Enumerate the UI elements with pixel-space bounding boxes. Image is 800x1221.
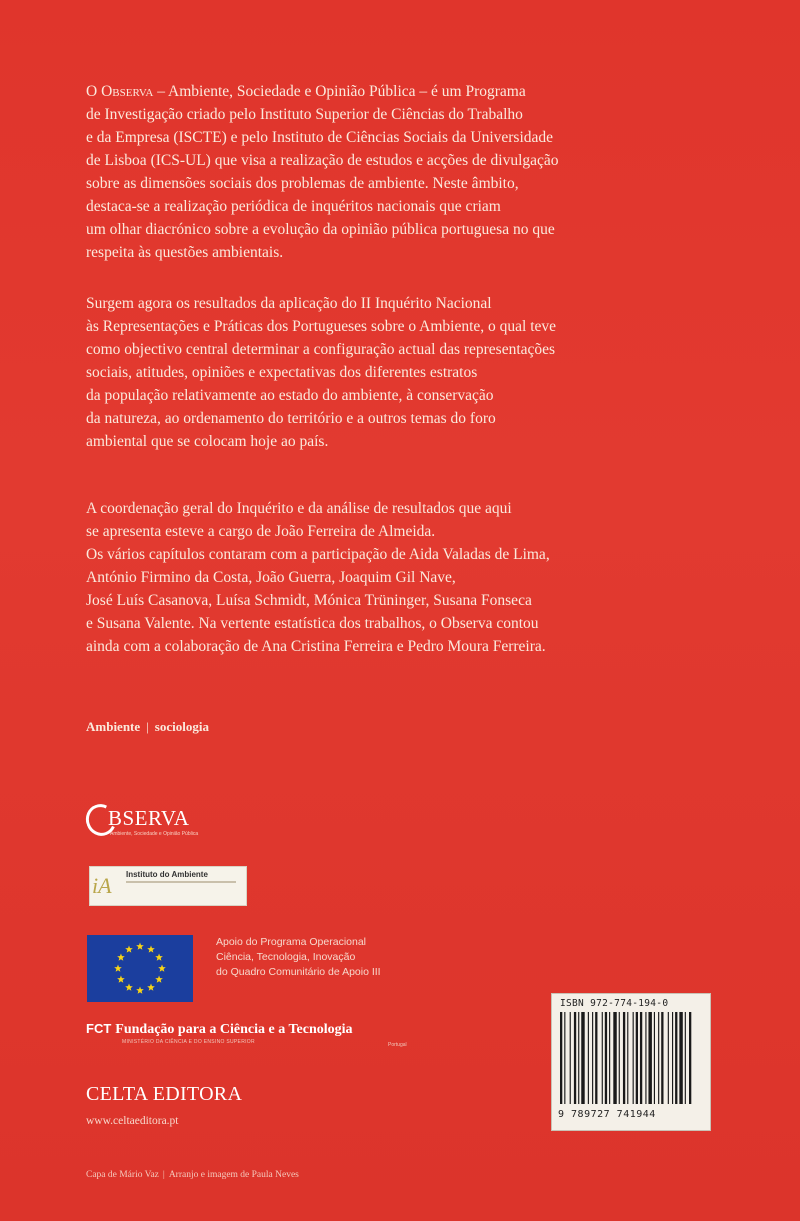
eu-support-line: Apoio do Programa Operacional	[216, 936, 367, 948]
barcode-bar	[668, 1012, 669, 1104]
barcode-bar	[581, 1012, 584, 1104]
instituto-ambiente-logo	[89, 866, 247, 906]
barcode-bar	[685, 1012, 686, 1104]
barcode-bar	[605, 1012, 607, 1104]
results-line: Surgem agora os resultados da aplicação do II Inquérito Nacional	[86, 295, 492, 312]
coordination-line: Os vários capítulos contaram com a participação de Aida Valadas de Lima,	[86, 546, 550, 563]
results-line: sociais, atitudes, opiniões e expectativas dos diferentes estratos	[86, 364, 478, 381]
credits-separator: |	[162, 1170, 165, 1180]
results-line: ambiental que se colocam hoje ao país.	[86, 433, 329, 450]
barcode-bar	[588, 1012, 589, 1104]
barcode-bar	[595, 1012, 597, 1104]
keyword-sociologia: sociologia	[154, 719, 209, 734]
barcode-bar	[574, 1012, 576, 1104]
eu-flag-icon	[87, 935, 193, 1002]
intro-prefix: O	[86, 83, 102, 100]
ia-mark-icon: iA	[92, 873, 112, 898]
intro-line: destaca-se a realização periódica de inquéritos nacionais que criam	[86, 198, 501, 215]
cover-credit: Capa de Mário Vaz	[86, 1170, 159, 1180]
intro-line: sobre as dimensões sociais dos problemas de ambiente. Neste âmbito,	[86, 175, 519, 192]
barcode-bar	[636, 1012, 638, 1104]
barcode-bar	[592, 1012, 593, 1104]
ia-name: Instituto do Ambiente	[126, 870, 208, 879]
barcode-bar	[645, 1012, 646, 1104]
coordination-line: e Susana Valente. Na vertente estatística dos trabalhos, o Observa contou	[86, 615, 539, 632]
intro-line: e da Empresa (ISCTE) e pelo Instituto de Ciências Sociais da Universidade	[86, 129, 554, 146]
barcode-bar	[578, 1012, 579, 1104]
intro-paragraph	[86, 80, 726, 264]
barcode-bar	[672, 1012, 673, 1104]
publisher-website[interactable]: www.celtaeditora.pt	[86, 1115, 179, 1127]
fct-ministry: MINISTÉRIO DA CIÊNCIA E DO ENSINO SUPERIOR	[122, 1039, 255, 1045]
eu-support-line: do Quadro Comunitário de Apoio III	[216, 966, 381, 978]
observa-tagline: Ambiente, Sociedade e Opinião Pública	[110, 831, 199, 837]
intro-line: respeita às questões ambientais.	[86, 244, 284, 261]
barcode-bar	[623, 1012, 625, 1104]
keyword-separator: |	[146, 719, 149, 734]
intro-line: um olhar diacrónico sobre a evolução da opinião pública portuguesa no que	[86, 221, 555, 238]
barcode-bar	[613, 1012, 616, 1104]
eu-stars-icon	[87, 935, 193, 1002]
subject-keywords	[86, 719, 209, 735]
intro-line: de Investigação criado pelo Instituto Superior de Ciências do Trabalho	[86, 106, 523, 123]
barcode-bar	[570, 1012, 571, 1104]
fct-logo	[86, 1020, 407, 1048]
coordination-line: se apresenta esteve a cargo de João Ferreira de Almeida.	[86, 523, 436, 540]
layout-credit: Arranjo e imagem de Paula Neves	[168, 1170, 299, 1180]
isbn-barcode	[551, 993, 711, 1131]
intro-line: de Lisboa (ICS-UL) que visa a realização de estudos e acções de divulgação	[86, 152, 559, 169]
intro-brand: Observa	[101, 83, 154, 100]
intro-line-1	[86, 80, 726, 103]
barcode-bar	[609, 1012, 610, 1104]
barcode-bars-icon	[560, 1012, 702, 1108]
fct-name: Fundação para a Ciência e a Tecnologia	[115, 1022, 353, 1037]
barcode-bar	[658, 1012, 659, 1104]
publisher-name: CELTA EDITORA	[86, 1083, 243, 1105]
coordination-paragraph	[86, 497, 726, 658]
cover-credits	[86, 1170, 299, 1180]
barcode-bar	[619, 1012, 620, 1104]
results-line: às Representações e Práticas dos Portugueses sobre o Ambiente, o qual teve	[86, 318, 557, 335]
barcode-bar	[633, 1012, 634, 1104]
eu-support-text	[216, 935, 381, 980]
barcode-bar	[654, 1012, 655, 1104]
coordination-line: ainda com a colaboração de Ana Cristina Ferreira e Pedro Moura Ferreira.	[86, 638, 546, 655]
barcode-bar	[648, 1012, 651, 1104]
coordination-line: A coordenação geral do Inquérito e da análise de resultados que aqui	[86, 500, 512, 517]
results-line: da população relativamente ao estado do ambiente, à conservação	[86, 387, 494, 404]
observa-logo	[86, 800, 226, 840]
barcode-bar	[627, 1012, 628, 1104]
coordination-line: António Firmino da Costa, João Guerra, Joaquim Gil Nave,	[86, 569, 456, 586]
barcode-bar	[661, 1012, 663, 1104]
barcode-bar	[602, 1012, 603, 1104]
observa-wordmark: BSERVA	[108, 806, 190, 830]
barcode-bar	[689, 1012, 691, 1104]
barcode-bar	[675, 1012, 677, 1104]
fct-country: Portugal	[388, 1042, 407, 1048]
results-line: da natureza, ao ordenamento do território e a outros temas do foro	[86, 410, 496, 427]
barcode-bar	[560, 1012, 562, 1104]
barcode-bar	[640, 1012, 642, 1104]
isbn-text: ISBN 972-774-194-0	[560, 998, 669, 1009]
eu-support-line: Ciência, Tecnologia, Inovação	[216, 951, 356, 963]
ia-subtitle-rule	[126, 881, 236, 883]
fct-mark: FCT	[86, 1021, 112, 1036]
results-paragraph	[86, 292, 726, 453]
barcode-bar	[679, 1012, 682, 1104]
barcode-bar	[564, 1012, 565, 1104]
coordination-line: José Luís Casanova, Luísa Schmidt, Mónica Trüninger, Susana Fonseca	[86, 592, 532, 609]
intro-line-1-rest: – Ambiente, Sociedade e Opinião Pública – é um Programa	[153, 83, 526, 100]
results-line: como objectivo central determinar a configuração actual das representações	[86, 341, 556, 358]
barcode-digits: 9 789727 741944	[558, 1109, 656, 1120]
keyword-ambiente: Ambiente	[86, 719, 141, 734]
